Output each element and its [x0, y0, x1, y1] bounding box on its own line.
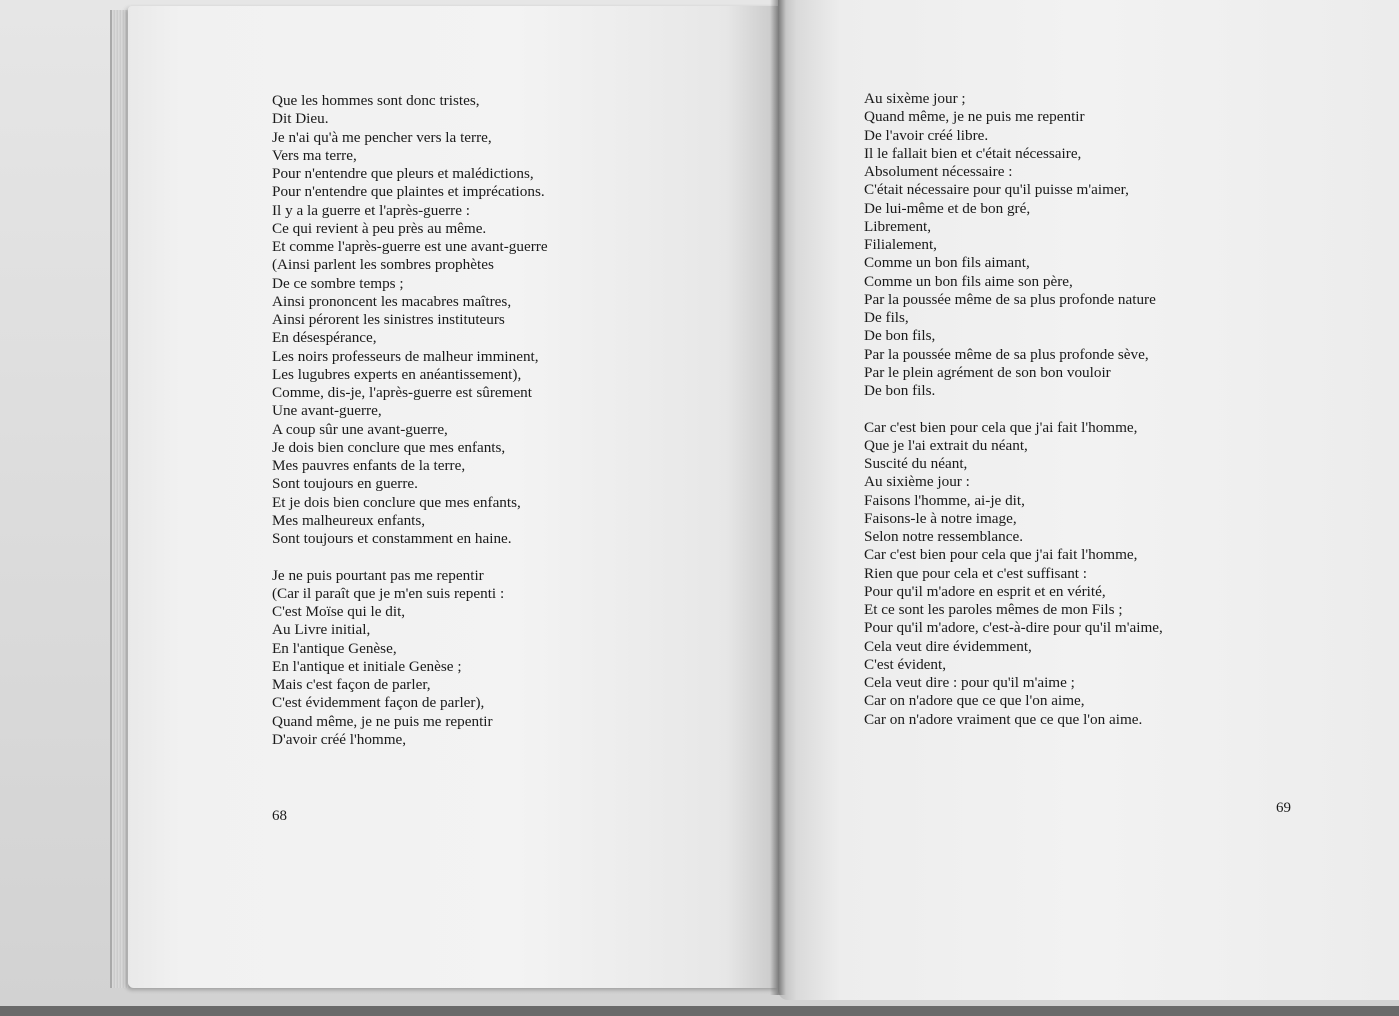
book-gutter — [770, 0, 786, 995]
left-page-verse — [272, 92, 632, 749]
verse-line: Pour n'entendre que plaintes et imprécations. — [272, 183, 545, 201]
verse-line: Car c'est bien pour cela que j'ai fait l'homme, — [864, 546, 1138, 564]
left-page-number: 68 — [272, 808, 287, 824]
verse-line: (Car il paraît que je m'en suis repenti : — [272, 584, 505, 602]
verse-line: Car on n'adore que ce que l'on aime, — [864, 692, 1085, 710]
stanza-break — [864, 400, 1244, 418]
verse-line: De fils, — [864, 309, 909, 326]
verse-line: D'avoir créé l'homme, — [272, 730, 407, 748]
verse-line: Cela veut dire : pour qu'il m'aime ; — [864, 674, 1075, 691]
verse-line: En l'antique et initiale Genèse ; — [272, 657, 462, 675]
verse-line: De ce sombre temps ; — [272, 274, 404, 292]
verse-line: Pour qu'il m'adore en esprit et en vérité, — [864, 582, 1106, 600]
verse-line: Dit Dieu. — [272, 110, 329, 128]
verse-line: Car c'est bien pour cela que j'ai fait l'homme, — [864, 418, 1138, 436]
verse-line: Quand même, je ne puis me repentir — [272, 712, 493, 730]
verse-line: Selon notre ressemblance. — [864, 528, 1023, 545]
verse-line: Librement, — [864, 217, 932, 235]
verse-line: Ainsi pérorent les sinistres instituteurs — [272, 311, 505, 328]
verse-line: En désespérance, — [272, 329, 377, 347]
verse-line: Je dois bien conclure que mes enfants, — [272, 438, 506, 456]
verse-line: Comme un bon fils aimant, — [864, 254, 1030, 272]
verse-line: A coup sûr une avant-guerre, — [272, 420, 448, 438]
verse-line: Par la poussée même de sa plus profonde nature — [864, 290, 1156, 308]
verse-line: Mes malheureux enfants, — [272, 511, 426, 529]
verse-line: Suscité du néant, — [864, 455, 968, 472]
verse-line: Comme, dis-je, l'après-guerre est sûrement — [272, 384, 532, 401]
verse-line: Les lugubres experts en anéantissement), — [272, 365, 522, 383]
verse-line: Une avant-guerre, — [272, 402, 382, 420]
verse-line: Et comme l'après-guerre est une avant-guerre — [272, 238, 548, 255]
verse-line: Quand même, je ne puis me repentir — [864, 108, 1085, 126]
verse-line: Faisons-le à notre image, — [864, 509, 1017, 527]
verse-line: Rien que pour cela et c'est suffisant : — [864, 564, 1088, 582]
verse-line: Il y a la guerre et l'après-guerre : — [272, 201, 470, 219]
verse-line: Absolument nécessaire : — [864, 163, 1013, 180]
verse-line: Filialement, — [864, 236, 937, 253]
verse-line: Vers ma terre, — [272, 146, 357, 164]
verse-line: C'était nécessaire pour qu'il puisse m'aimer, — [864, 181, 1129, 199]
verse-line: Il le fallait bien et c'était nécessaire, — [864, 144, 1082, 162]
verse-line: Sont toujours en guerre. — [272, 475, 418, 493]
verse-line: De l'avoir créé libre. — [864, 126, 989, 144]
verse-line: C'est évident, — [864, 655, 947, 673]
verse-line: Mes pauvres enfants de la terre, — [272, 457, 466, 474]
verse-line: Je n'ai qu'à me pencher vers la terre, — [272, 128, 492, 146]
verse-line: C'est Moïse qui le dit, — [272, 603, 406, 620]
right-page-verse — [864, 90, 1244, 729]
verse-line: Je ne puis pourtant pas me repentir — [272, 566, 484, 584]
verse-line: Au Livre initial, — [272, 621, 371, 639]
verse-line: Au sixème jour ; — [864, 90, 966, 107]
verse-line: Ce qui revient à peu près au même. — [272, 219, 487, 237]
verse-line: Comme un bon fils aime son père, — [864, 272, 1073, 290]
verse-line: Faisons l'homme, ai-je dit, — [864, 491, 1025, 509]
verse-line: C'est évidemment façon de parler), — [272, 694, 485, 712]
verse-line: (Ainsi parlent les sombres prophètes — [272, 256, 494, 274]
verse-line: Mais c'est façon de parler, — [272, 676, 431, 693]
verse-line: En l'antique Genèse, — [272, 639, 397, 657]
verse-line: Ainsi prononcent les macabres maîtres, — [272, 292, 512, 310]
verse-line: Pour n'entendre que pleurs et malédictions, — [272, 165, 534, 182]
verse-line: Et ce sont les paroles mêmes de mon Fils ; — [864, 601, 1123, 618]
verse-line: Que les hommes sont donc tristes, — [272, 92, 480, 109]
verse-line: Car on n'adore vraiment que ce que l'on aime. — [864, 710, 1143, 728]
verse-line: De lui-même et de bon gré, — [864, 199, 1031, 217]
stanza-break — [272, 548, 632, 566]
verse-line: Les noirs professeurs de malheur imminent, — [272, 347, 539, 365]
verse-line: Par la poussée même de sa plus profonde sève, — [864, 345, 1149, 363]
scanner-bed-edge — [0, 1006, 1399, 1016]
verse-line: Pour qu'il m'adore, c'est-à-dire pour qu'il m'aime, — [864, 619, 1163, 637]
right-page-number: 69 — [1276, 800, 1291, 816]
verse-line: Que je l'ai extrait du néant, — [864, 436, 1028, 454]
verse-line: Cela veut dire évidemment, — [864, 637, 1032, 655]
verse-line: De bon fils. — [864, 382, 936, 399]
verse-line: De bon fils, — [864, 327, 936, 345]
verse-line: Au sixième jour : — [864, 473, 970, 491]
verse-line: Et je dois bien conclure que mes enfants, — [272, 493, 521, 511]
verse-line: Par le plein agrément de son bon vouloir — [864, 363, 1111, 381]
verse-line: Sont toujours et constamment en haine. — [272, 530, 512, 547]
